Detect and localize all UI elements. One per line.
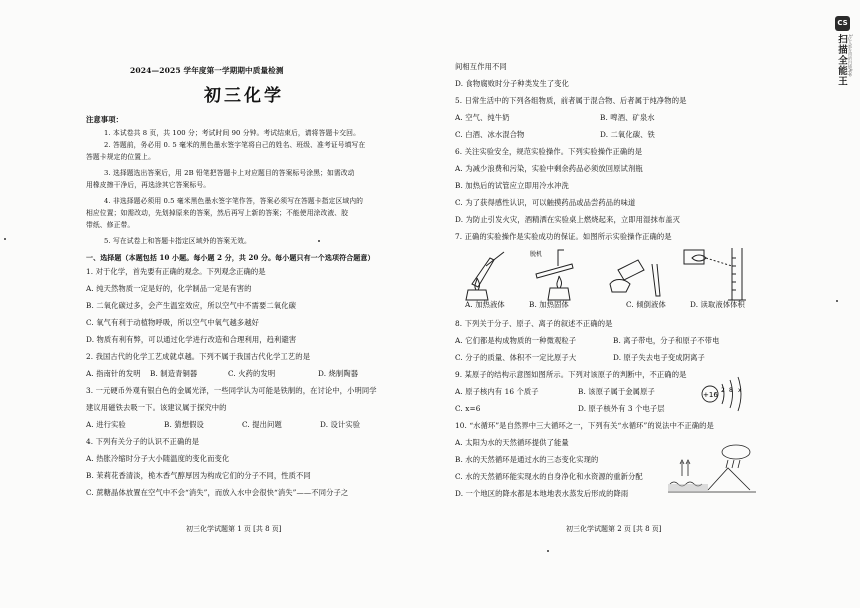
q8-option-d: D. 原子失去电子变成阴离子 <box>613 353 705 362</box>
q6-option-d: D. 为防止引发火灾，酒精洒在实验桌上燃烧起来，立即用湿抹布盖灭 <box>455 215 681 224</box>
q3-option-a: A. 进行实验 <box>86 420 126 429</box>
q8-option-a: A. 它们都是构成物质的一种微观粒子 <box>455 336 577 345</box>
q7-caption-d: D. 读取液体体积 <box>690 300 745 309</box>
q7-caption-c: C. 倾倒液体 <box>626 300 666 309</box>
mountain-shape <box>708 468 750 490</box>
section1-heading: 一、选择题（本题包括 10 小题。每小题 2 分，共 20 分。每小题只有一个选项符合题意） <box>86 253 375 262</box>
scan-speck <box>836 300 838 302</box>
q10-option-b: B. 水的天然循环是通过水的三态变化实现的 <box>455 455 599 464</box>
q5-option-b: B. 啤酒、矿泉水 <box>600 113 655 122</box>
shell-2-count: 8 <box>729 387 733 394</box>
shell-arc-2 <box>730 380 733 408</box>
q1-option-b: B. 二氧化碳过多，会产生温室效应，所以空气中不需要二氧化碳 <box>86 301 297 310</box>
sight-line-d <box>706 258 732 266</box>
cloud-icon <box>722 445 750 459</box>
notice-heading: 注意事项： <box>86 115 123 124</box>
camscanner-watermark <box>832 16 854 126</box>
camscanner-logo-icon: CS <box>835 16 850 31</box>
q10-option-d: D. 一个地区的降水都是本地地表水蒸发后形成的降雨 <box>455 489 629 498</box>
right-page-footer: 初三化学试题第 2 页 [共 8 页] <box>566 525 662 533</box>
q5-option-a: A. 空气、纯牛奶 <box>455 113 510 122</box>
q6-option-c: C. 为了获得感性认识，可以触摸药品或品尝药品的味道 <box>455 198 636 207</box>
notice-line: 5. 写在试卷上和答题卡指定区域外的答案无效。 <box>104 237 251 245</box>
clamp-b <box>558 250 564 266</box>
shell-3-count: x <box>738 387 742 394</box>
q4c-continuation: 间相互作用不同 <box>455 62 507 71</box>
shell-arc-3 <box>738 377 741 411</box>
hand-c <box>610 280 630 293</box>
q8-stem: 8. 下列关于分子、原子、离子的叙述不正确的是 <box>455 319 613 328</box>
q1-option-a: A. 纯天然物质一定是好的，化学制品一定是有害的 <box>86 284 252 293</box>
q9-option-b: B. 该原子属于金属原子 <box>578 387 655 396</box>
q9-atom-diagram <box>700 374 750 414</box>
scan-speck <box>318 240 320 242</box>
q5-option-d: D. 二氧化碳、铁 <box>600 130 655 139</box>
test-tube-b <box>536 264 573 278</box>
rain-lines <box>726 460 740 468</box>
q2-option-d: D. 烧制陶器 <box>318 369 359 378</box>
graduated-cylinder <box>728 248 746 300</box>
q7-apparatus-figure <box>460 244 758 304</box>
notice-line: 1. 本试卷共 8 页，共 100 分；考试时间 90 分钟。考试结束后，请将答题卡交回。 <box>104 129 360 137</box>
q4-option-d: D. 食物腐败时分子种类发生了变化 <box>455 79 570 88</box>
q9-option-c: C. x=6 <box>455 404 481 413</box>
scan-speck <box>4 238 6 240</box>
flame-a <box>475 278 480 290</box>
q9-option-a: A. 原子核内有 16 个质子 <box>455 387 539 396</box>
q7-caption-a: A. 加热液体 <box>465 300 505 309</box>
q9-option-d: D. 原子核外有 3 个电子层 <box>578 404 665 413</box>
q2-option-b: B. 制造青铜器 <box>150 369 198 378</box>
q4-option-a: A. 热胀冷缩时分子大小随温度的变化而变化 <box>86 454 230 463</box>
q10-stem: 10. “水循环”是自然界中三大循环之一，下列有关“水循环”的说法中不正确的是 <box>455 421 714 430</box>
q1-stem: 1. 对于化学，首先要有正确的观念。下列观念正确的是 <box>86 267 266 276</box>
q10-water-cycle-figure <box>668 440 756 496</box>
q2-option-a: A. 指南针的发明 <box>86 369 141 378</box>
q6-option-b: B. 加热后的试管应立即用冷水冲洗 <box>455 181 569 190</box>
test-tube-c <box>652 264 660 296</box>
q4-stem: 4. 下列有关分子的认识不正确的是 <box>86 437 200 446</box>
nucleus-charge: +16 <box>703 391 718 399</box>
notice-line: 带纸、修正带。 <box>86 221 135 229</box>
label-box-d <box>684 250 704 264</box>
left-page-footer: 初三化学试题第 1 页 [共 8 页] <box>186 525 282 533</box>
q4-option-c: C. 蔗糖晶体放置在空气中不会“消失”，而放入水中会很快“消失”——不同分子之 <box>86 488 349 497</box>
reagent-bottle-c <box>618 260 644 280</box>
q10-option-c: C. 水的天然循环能实现水的自身净化和水资源的重新分配 <box>455 472 643 481</box>
q8-option-b: B. 离子带电，分子和原子不带电 <box>613 336 720 345</box>
notice-line: 4. 非选择题必须用 0.5 毫米黑色墨水签字笔作答，答案必须写在答题卡指定区域内的 <box>104 197 364 205</box>
exam-title: 2024—2025 学年度第一学期期中质量检测 <box>130 66 284 75</box>
brand-slogan: 3亿人都在用的扫描App <box>848 34 853 77</box>
evaporation-arrows <box>680 460 690 476</box>
q3-stem: 3. 一元硬币外观有银白色的金属光泽，一些同学认为可能是铁制的，在讨论中，小明同学 <box>86 386 377 395</box>
brand-name: 扫描全能王 <box>836 34 847 87</box>
q7-figure-label: 脱机 <box>530 251 543 258</box>
q6-stem: 6. 关注实验安全，规范实验操作。下列实验操作正确的是 <box>455 147 643 156</box>
q9-stem: 9. 某原子的结构示意图如图所示。下列对该原子的判断中，不正确的是 <box>455 370 687 379</box>
q1-option-c: C. 氧气有利于动植物呼吸，所以空气中氧气越多越好 <box>86 318 259 327</box>
q8-option-c: C. 分子的质量、体积不一定比原子大 <box>455 353 577 362</box>
notice-line: 2. 答题前，务必用 0. 5 毫米的黑色墨水签字笔将自己的姓名、班级、准考证号填写在 <box>104 141 366 149</box>
q3-stem-cont: 建议用磁铁去吸一下。该建议属于探究中的 <box>86 403 227 412</box>
q2-option-c: C. 火药的发明 <box>228 369 276 378</box>
q5-option-c: C. 白酒、冰水混合物 <box>455 130 525 139</box>
shell-1-count: 2 <box>721 387 725 394</box>
alcohol-lamp-a <box>466 290 488 300</box>
subject-title: 初三化学 <box>204 86 284 106</box>
notice-line: 用橡皮擦干净后，再选涂其它答案标号。 <box>86 181 211 189</box>
notice-line: 相应位置；如需改动，先划掉原来的答案，然后再写上新的答案；不能使用涂改液、胶 <box>86 209 349 217</box>
alcohol-lamp-b <box>548 288 570 300</box>
cylinder-marks <box>732 258 736 290</box>
q10-option-a: A. 太阳为水的天然循环提供了能量 <box>455 438 569 447</box>
q7-stem: 7. 正确的实验操作是实验成功的保证。如图所示实验操作正确的是 <box>455 232 672 241</box>
scan-speck <box>547 550 549 552</box>
q7-caption-b: B. 加热固体 <box>529 300 569 309</box>
q5-stem: 5. 日常生活中的下列各组物质，前者属于混合物、后者属于纯净物的是 <box>455 96 687 105</box>
notice-line: 3. 选择题选出答案后，用 2B 铅笔把答题卡上对应题目的答案标号涂黑；如需改动 <box>104 169 355 177</box>
q4-option-b: B. 茉莉花香清淡，桅木香气醇厚因为构成它们的分子不同，性质不同 <box>86 471 311 480</box>
sea-area <box>668 484 708 492</box>
q1-option-d: D. 物质有利有弊，可以通过化学进行改造和合理利用，趋利避害 <box>86 335 297 344</box>
flame-b <box>557 276 562 288</box>
q6-option-a: A. 为减少浪费和污染，实验中剩余药品必须放回原试剂瓶 <box>455 164 643 173</box>
q3-option-d: D. 设计实验 <box>320 420 361 429</box>
q2-stem: 2. 我国古代的化学工艺成就卓越。下列不属于我国古代化学工艺的是 <box>86 352 311 361</box>
q3-option-b: B. 猜想假设 <box>164 420 204 429</box>
q3-option-c: C. 提出问题 <box>242 420 282 429</box>
notice-line: 答题卡规定的位置上。 <box>86 153 155 161</box>
